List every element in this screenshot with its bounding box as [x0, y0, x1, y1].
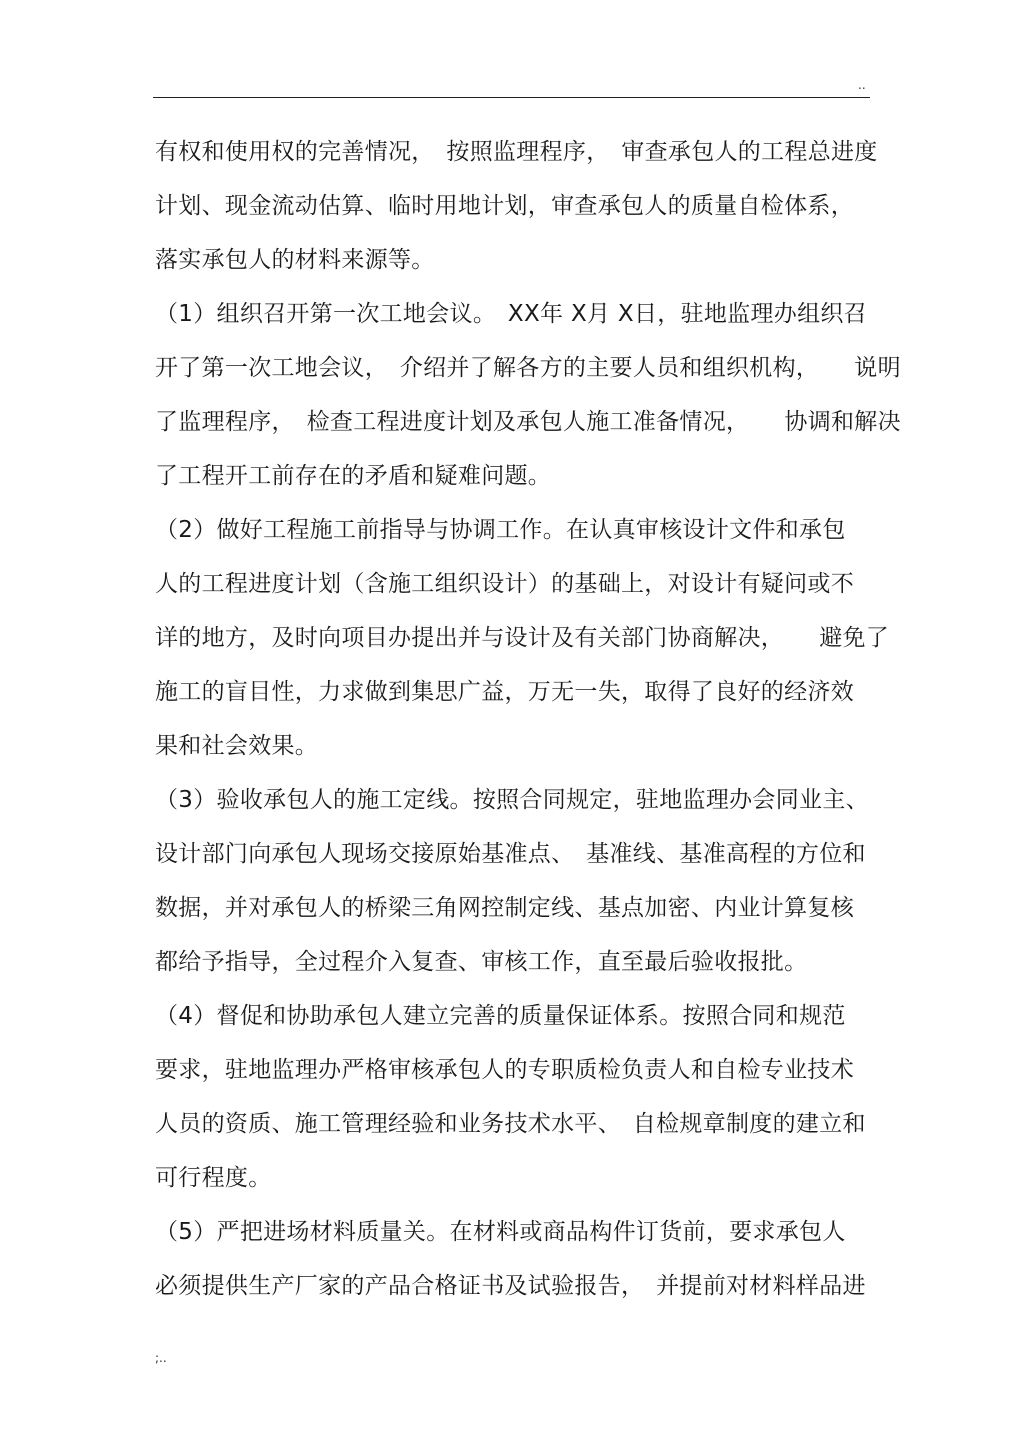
text-line: 有权和使用权的完善情况， 按照监理程序， 审查承包人的工程总进度 [155, 139, 878, 165]
text-line: 设计部门向承包人现场交接原始基准点、 基准线、基准高程的方位和 [155, 841, 866, 867]
text-line: 开了第一次工地会议， 介绍并了解各方的主要人员和组织机构， 说明 [155, 355, 901, 381]
text-line: （2）做好工程施工前指导与协调工作。在认真审核设计文件和承包 [155, 517, 846, 543]
text-line: 了监理程序， 检查工程进度计划及承包人施工准备情况， 协调和解决 [155, 409, 901, 435]
text-line: 了工程开工前存在的矛盾和疑难问题。 [155, 463, 552, 489]
text-line: 计划、现金流动估算、临时用地计划，审查承包人的质量自检体系， [155, 193, 854, 219]
text-line: （5）严把进场材料质量关。在材料或商品构件订货前，要求承包人 [155, 1219, 846, 1245]
text-line: 人的工程进度计划（含施工组织设计）的基础上，对设计有疑问或不 [155, 571, 854, 597]
text-line: 果和社会效果。 [155, 733, 319, 759]
text-line: 落实承包人的材料来源等。 [155, 247, 435, 273]
header-rule [153, 97, 870, 98]
text-line: 可行程度。 [155, 1165, 272, 1191]
text-line: 人员的资质、施工管理经验和业务技术水平、 自检规章制度的建立和 [155, 1111, 866, 1137]
text-line: 要求，驻地监理办严格审核承包人的专职质检负责人和自检专业技术 [155, 1057, 854, 1083]
text-line: 数据，并对承包人的桥梁三角网控制定线、基点加密、内业计算复核 [155, 895, 854, 921]
text-line: （3）验收承包人的施工定线。按照合同规定，驻地监理办会同业主、 [155, 787, 869, 813]
text-line: （1）组织召开第一次工地会议。 XX年 X月 X日，驻地监理办组织召 [155, 301, 867, 327]
text-line: 详的地方，及时向项目办提出并与设计及有关部门协商解决， 避免了 [155, 625, 890, 651]
footer-mark: ;.. [155, 1351, 167, 1365]
text-line: 施工的盲目性，力求做到集思广益，万无一失，取得了良好的经济效 [155, 679, 854, 705]
text-line: （4）督促和协助承包人建立完善的质量保证体系。按照合同和规范 [155, 1003, 846, 1029]
document-body [155, 125, 901, 1313]
text-line: 必须提供生产厂家的产品合格证书及试验报告， 并提前对材料样品进 [155, 1273, 866, 1299]
header-mark: .. [858, 78, 866, 92]
text-line: 都给予指导，全过程介入复查、审核工作，直至最后验收报批。 [155, 949, 808, 975]
